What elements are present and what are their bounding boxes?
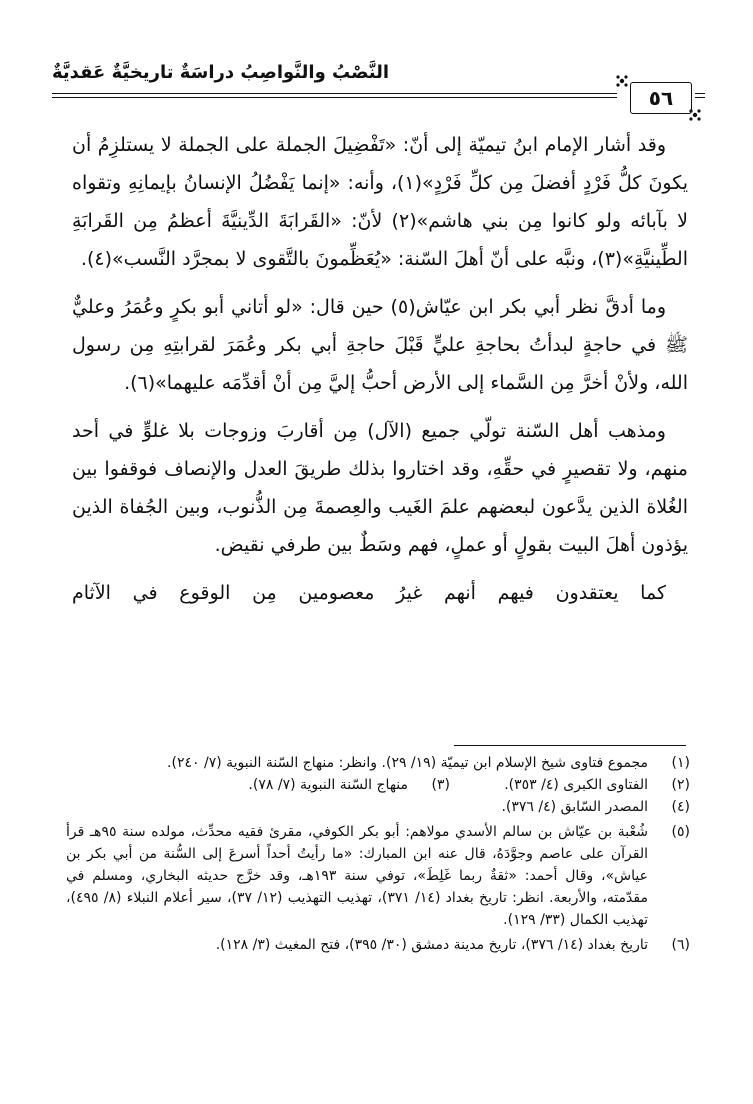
paragraph: وما أدقَّ نظر أبي بكر ابن عيّاش(٥) حين قال: «لو أتاني أبو بكرٍ وعُمَرُ وعليٌّ ﷺ في حاجةٍ لبدأتُ بحاجةِ عليٍّ قَبْلَ حاجةِ أبي بكر وعُمَرَ لقرابتِهِ مِن رسول الله، ولأنْ أخرَّ مِن السَّماء إلى الأرض أحبُّ إليَّ مِن أنْ أقدِّمَه عليهما»(٦). — [72, 296, 688, 394]
header-rule — [52, 97, 617, 98]
running-title: النَّصْبُ والنَّواصِبُ دراسَةٌ تاريخيَّةٌ عَقديَّةٌ — [52, 62, 390, 83]
footnote — [66, 821, 690, 931]
page-number: ٥٦ — [630, 82, 692, 114]
footnote-rule — [454, 745, 686, 746]
footnote-number: (٣) — [431, 777, 450, 793]
footnote-text: شُعْبة بن عيّاش بن سالم الأسدي مولاهم: أبو بكر الكوفي، مقرئ فقيه محدِّث، مولده سنة ٩٥هـ قرأ القرآن على عاصم وجوَّدَهُ، قال عنه ابن المبارك: «ما رأيتُ أحداً أسرعَ إلى السُّنة من أبي بكر بن عياش»، وقال أحمد: «ثقةٌ ربما غَلِطَ»، توفي سنة ١٩٣هـ، وقد خرَّج حديثه البخاري، ومسلم في مقدّمته، والأربعة. انظر: تاريخ بغداد (١٤/ ٣٧١)، تهذيب التهذيب (١٢/ ٣٧)، سير أعلام النبلاء (٨/ ٤٩٥)، تهذيب الكمال (٣٣/ ١٢٩). — [66, 824, 648, 928]
footnote — [248, 774, 450, 796]
footnote-number: (٤) — [671, 799, 690, 815]
ornament-icon — [688, 108, 702, 122]
footnote-text: تاريخ بغداد (١٤/ ٣٧٦)، تاريخ مدينة دمشق (٣٠/ ٣٩٥)، فتح المغيث (٣/ ١٢٨). — [215, 937, 648, 953]
footnote-row — [66, 774, 690, 796]
footnote-number: (٥) — [671, 824, 690, 840]
footnote-number: (٢) — [671, 777, 690, 793]
main-text — [72, 126, 688, 612]
footnote-text: مجموع فتاوى شيخ الإسلام ابن تيميّة (١٩/ ٢٩). وانظر: منهاج السّنة النبوية (٧/ ٢٤٠). — [167, 755, 648, 771]
page-header — [52, 60, 702, 120]
footnote-text: الفتاوى الكبرى (٤/ ٣٥٣). — [504, 777, 648, 793]
paragraph: كما يعتقدون فيهم أنهم غيرُ معصومين مِن الوقوع في الآثام — [72, 582, 666, 604]
footnotes — [66, 752, 690, 956]
header-dash — [695, 97, 705, 98]
paragraph: وقد أشار الإمام ابنُ تيميّة إلى أنّ: «تَفْضِيلَ الجملة على الجملة لا يستلزِمُ أن يكونَ كلُّ فَرْدٍ أفضلَ مِن كلِّ فَرْدٍ»(١)، وأنه: «إنما يَفْضُلُ الإنسانُ بإيمانِهِ وتقواه لا بآبائه ولو كانوا مِن بني هاشم»(٢) لأنّ: «القَرابَةَ الدِّينيَّةَ أعظمُ مِن القَرابَةِ الطِّينيَّةِ»(٣)، ونبَّه على أنّ أهلَ السّنة: «يُعَظِّمونَ بالتَّقوى لا بمجرَّد النَّسب»(٤). — [72, 134, 688, 270]
footnote-number: (١) — [671, 755, 690, 771]
footnote-text: المصدر السّابق (٤/ ٣٧٦). — [501, 799, 648, 815]
footnote — [66, 934, 690, 956]
footnote-number: (٦) — [671, 937, 690, 953]
paragraph: ومذهب أهل السّنة تولّي جميع (الآل) مِن أقاربَ وزوجات بلا غلوٍّ في أحد منهم، ولا تقصيرٍ في حقِّهِ، وقد اختاروا بذلك طريقَ العدل والإنصاف فوقفوا بين الغُلاة الذين يدَّعون لبعضهم علمَ الغَيب والعِصمةَ مِن الذُّنوب، وبين الجُفاة الذين يؤذون أهلَ البيت بقولٍ أو عملٍ، فهم وسَطٌ بين طرفي نقيض. — [72, 420, 688, 556]
header-rule — [52, 93, 617, 94]
footnote — [66, 752, 690, 774]
footnote — [450, 774, 690, 796]
footnote — [66, 796, 690, 818]
header-dash — [695, 93, 705, 94]
footnote-text: منهاج السّنة النبوية (٧/ ٧٨). — [248, 777, 408, 793]
ornament-icon — [615, 74, 629, 88]
